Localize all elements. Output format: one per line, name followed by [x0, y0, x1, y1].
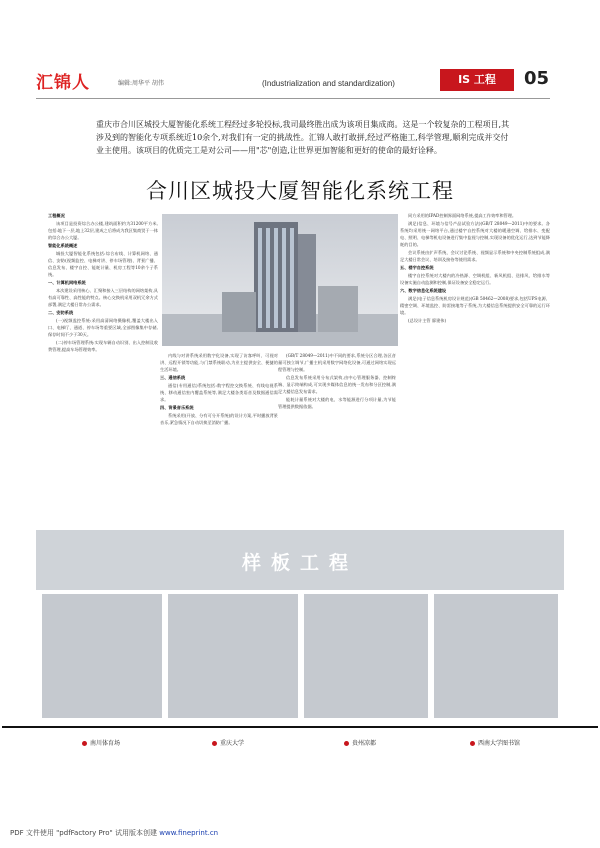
article-paragraph: 会议系统由扩声系统、会议讨论系统、视频显示系统和中央控制系统组成,满足大楼日常会议、培训及接待等使用需求。: [400, 250, 550, 262]
article-paragraph: (总设计主管 廖建伟): [408, 318, 447, 323]
article-paragraph: 同方采用的IPAD控制界面网络系统,提高工作效率和管理。: [408, 213, 517, 218]
showcase-banner: [36, 530, 564, 590]
footer-link[interactable]: www.fineprint.cn: [159, 829, 219, 837]
article-paragraph: 通信(专用通信)系统包括:数字程控交换系统、有线电视系统、移动通信室内覆盖系统等,满足大楼各类语音及数据通信需求。: [160, 383, 278, 402]
article-column-1: [48, 212, 158, 354]
article-paragraph: 系统采用(开放、分有可分开系统)的设计方案,平时播放背景音乐,紧急情况下自动切换至消防广播。: [160, 413, 278, 425]
page-number: 05: [524, 68, 550, 89]
project-photo-3: [304, 594, 428, 718]
article-column-3: [278, 352, 396, 411]
section-badge: IS 工程: [440, 69, 514, 91]
project-caption-4: 西南大学图书馆: [470, 738, 520, 747]
article-column-4: [400, 212, 550, 325]
article-paragraph: 能耗计量系统对大楼的电、水等能源进行分项计量,为节能管理提供数据依据。: [278, 397, 396, 409]
showcase-title: 样板工程: [241, 552, 358, 574]
article-subheading: 一、计算机网络系统: [48, 280, 86, 285]
article-paragraph: 满足(电子信息系统机房设计规范)(GB 50462—2008)要求,包括UPS电源、精密空调、环境监控、防雷接地等子系统,为大楼信息系统提供安全可靠的运行环境。: [400, 296, 550, 315]
article-paragraph: 信息发布系统采用分布式架构,由中心管理服务器、控制终端、显示终端构成,可实现多媒体信息的统一发布和分区控制,满足大楼信息发布需求。: [278, 375, 396, 394]
article-subheading: 二、安防系统: [48, 310, 74, 315]
footer-text: PDF 文件使用 "pdfFactory Pro" 试用版本创建: [10, 829, 158, 837]
article-paragraph: 内线与对讲系统采用数字化设备,实现了访客呼叫、可视对讲、远程开锁等功能,与门禁系统联动,为业主提供安全、便捷的生活环境。: [160, 353, 278, 372]
header-divider: [36, 98, 550, 99]
section-tagline: (Industrialization and standardization): [262, 79, 395, 88]
project-photo-1: [42, 594, 162, 718]
article-intro: 重庆市合川区城投大厦智能化系统工程经过多轮投标,我司最终胜出成为该项目集成商。这是一个较复杂的工程项目,其涉及到的智能化专项系统近10余个,对我们有一定的挑战性。汇锦人敢打敢拼,经过严格施工,科学管理,顺利完成并交付业主使用。该项目的优质完工是对公司——用"芯"创造,让世界更加智能和更好的使命的最好诠释。: [96, 120, 510, 155]
bullet-icon: [470, 741, 475, 746]
article-paragraph: (GB/T 28049—2011)中不同的要求,系统分区合理,各区音量可独立调节,广播主机采用数字网络化设备,可通过网络实现远程管理与控制。: [278, 353, 396, 372]
article-paragraph: 本次建设采用核心、汇聚和接入三层结构的网络架构,具有高可靠性、高性能的特点。核心交换机采用双机冗余方式部署,满足大楼日常办公需求。: [48, 288, 158, 307]
article-subheading: 五、楼宇自控系统: [400, 265, 434, 270]
article-subheading: 六、数字信息化系统建设: [400, 288, 447, 293]
article-title: 合川区城投大厦智能化系统工程: [146, 179, 454, 203]
article-paragraph: 该项目是投资综合办公楼,建筑面积约为31200平方米,包括:地下一层,地上32层,建成之后将成为我区集商贸于一体的综合办公大厦。: [48, 221, 158, 240]
article-subheading: 智能化系统概述: [48, 243, 78, 248]
project-photo-4: [434, 594, 558, 718]
project-caption-3: 贵州凉都: [344, 738, 376, 747]
caption-divider: [2, 726, 598, 728]
article-subheading: 四、背景音乐系统: [160, 405, 194, 410]
editor-credit: 编辑:周华平 胡伟: [118, 80, 164, 87]
project-caption-1: 南川体育场: [82, 738, 120, 747]
article-paragraph: (一)视频监控系统:采用高清网络摄像机,覆盖大楼出入口、电梯厅、通道、停车场等重要区域,全部图像集中存储,保存时间不少于30天。: [48, 318, 158, 337]
building-illustration: [162, 214, 398, 346]
pdf-watermark-footer: [10, 828, 218, 838]
bullet-icon: [82, 741, 87, 746]
building-photo: [162, 214, 398, 346]
bullet-icon: [344, 741, 349, 746]
project-caption-2: 重庆大学: [212, 738, 244, 747]
article-paragraph: 楼宇自控系统对大楼内的冷热源、空调机组、新风机组、送排风、给排水等设备实施自动监测和控制,保证设备安全稳定运行。: [400, 273, 550, 285]
newspaper-logo: 汇锦人: [36, 73, 90, 93]
article-subheading: 工程概况: [48, 213, 65, 218]
article-paragraph: 城投大厦智能化系统包括:综合布线、计算机网络、通信、安防(视频监控、电梯对讲、停车场管理)、背景广播、信息发布、楼宇自控、能耗计量、机房工程等10余个子系统。: [48, 251, 158, 277]
article-subheading: 三、通信系统: [160, 375, 186, 380]
project-photo-2: [168, 594, 298, 718]
article-paragraph: 满足(信息、环境与信号产品试验方法)(GB/T 28049—2011)中的要求。各系统均采用统一网络平台,通过楼宇自控系统对大楼的暖通空调、给排水、变配电、照明、电梯等机电设备进行集中监视与控制,实现设备的优化运行,达到节能降耗的目的。: [400, 221, 550, 247]
article-column-2: [160, 352, 278, 427]
bullet-icon: [212, 741, 217, 746]
article-paragraph: (二)停车场管理系统:实现车辆自动识别、出入控制及收费管理,提高车场管理效率。: [48, 340, 158, 352]
